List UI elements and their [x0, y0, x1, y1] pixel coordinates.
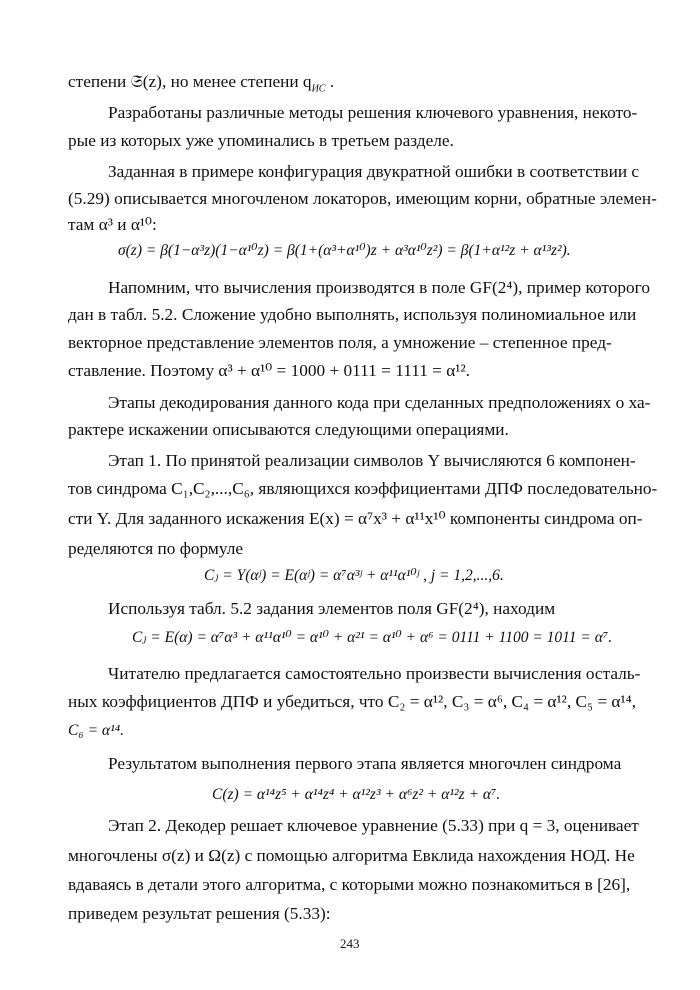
- text-line: тов синдрома C₁,C₂,...,C₆, являющихся коэффициентами ДПФ последовательно-: [68, 479, 658, 498]
- text-line: C₆ = α¹⁴.: [68, 722, 124, 739]
- text-line: сти Y. Для заданного искажения E(x) = α⁷x³ + α¹¹x¹⁰ компоненты синдрома оп-: [68, 509, 643, 528]
- text-line: ставление. Поэтому α³ + α¹⁰ = 1000 + 0111 = 1111 = α¹².: [68, 361, 470, 380]
- text-line: дан в табл. 5.2. Сложение удобно выполнять, используя полиномиальное или: [68, 305, 637, 324]
- formula-sigma: σ(z) = β(1−α³z)(1−α¹⁰z) = β(1+(α³+α¹⁰)z + α³α¹⁰z²) = β(1+α¹²z + α¹³z²).: [118, 242, 571, 259]
- text-line: Этапы декодирования данного кода при сделанных предположениях о ха-: [108, 393, 651, 412]
- text-line: степени 𝔖(z), но менее степени $q_{ИС}$ .: [68, 72, 335, 95]
- text-line: ределяются по формуле: [68, 539, 244, 558]
- text-line: Заданная в примере конфигурация двукратной ошибки в соответствии с: [108, 162, 640, 181]
- text-line: многочлены σ(z) и Ω(z) с помощью алгоритма Евклида нахождения НОД. Не: [68, 846, 635, 865]
- text-line: Результатом выполнения первого этапа является многочлен синдрома: [108, 754, 622, 773]
- text-line: приведем результат решения (5.33):: [68, 904, 331, 923]
- text-line: Читателю предлагается самостоятельно произвести вычисления осталь-: [108, 664, 641, 683]
- formula-cj: Cⱼ = Y(αʲ) = E(αʲ) = α⁷α³ʲ + α¹¹α¹⁰ʲ , j = 1,2,...,6.: [204, 567, 504, 584]
- text-line: ных коэффициентов ДПФ и убедиться, что C₂ = α¹², C₃ = α⁶, C₄ = α¹², C₅ = α¹⁴,: [68, 692, 637, 711]
- page-number: 243: [340, 936, 360, 951]
- text-line: вдаваясь в детали этого алгоритма, с которыми можно познакомиться в [26],: [68, 875, 631, 894]
- text-line: Напомним, что вычисления производятся в поле GF(2⁴), пример которого: [108, 278, 650, 297]
- text-line: там α³ и α¹⁰:: [68, 215, 157, 234]
- text-line: рые из которых уже упоминались в третьем разделе.: [68, 131, 454, 150]
- text-line: Используя табл. 5.2 задания элементов поля GF(2⁴), находим: [108, 599, 556, 618]
- text-line: рактере искажении описываются следующими операциями.: [68, 420, 509, 439]
- text-line: векторное представление элементов поля, а умножение – степенное пред-: [68, 333, 612, 352]
- text-line: Этап 1. По принятой реализации символов Y вычисляются 6 компонен-: [108, 451, 636, 470]
- text-line: Разработаны различные методы решения ключевого уравнения, некото-: [108, 103, 638, 122]
- formula-cz: C(z) = α¹⁴z⁵ + α¹⁴z⁴ + α¹²z³ + α⁶z² + α¹²z + α⁷.: [212, 786, 501, 803]
- text-line: Этап 2. Декодер решает ключевое уравнение (5.33) при q = 3, оценивает: [108, 816, 639, 835]
- text-line: (5.29) описывается многочленом локаторов, имеющим корни, обратные элемен-: [68, 189, 657, 208]
- formula-c1: Cⱼ = E(α) = α⁷α³ + α¹¹α¹⁰ = α¹⁰ + α²¹ = α¹⁰ + α⁶ = 0111 + 1100 = 1011 = α⁷.: [132, 629, 613, 646]
